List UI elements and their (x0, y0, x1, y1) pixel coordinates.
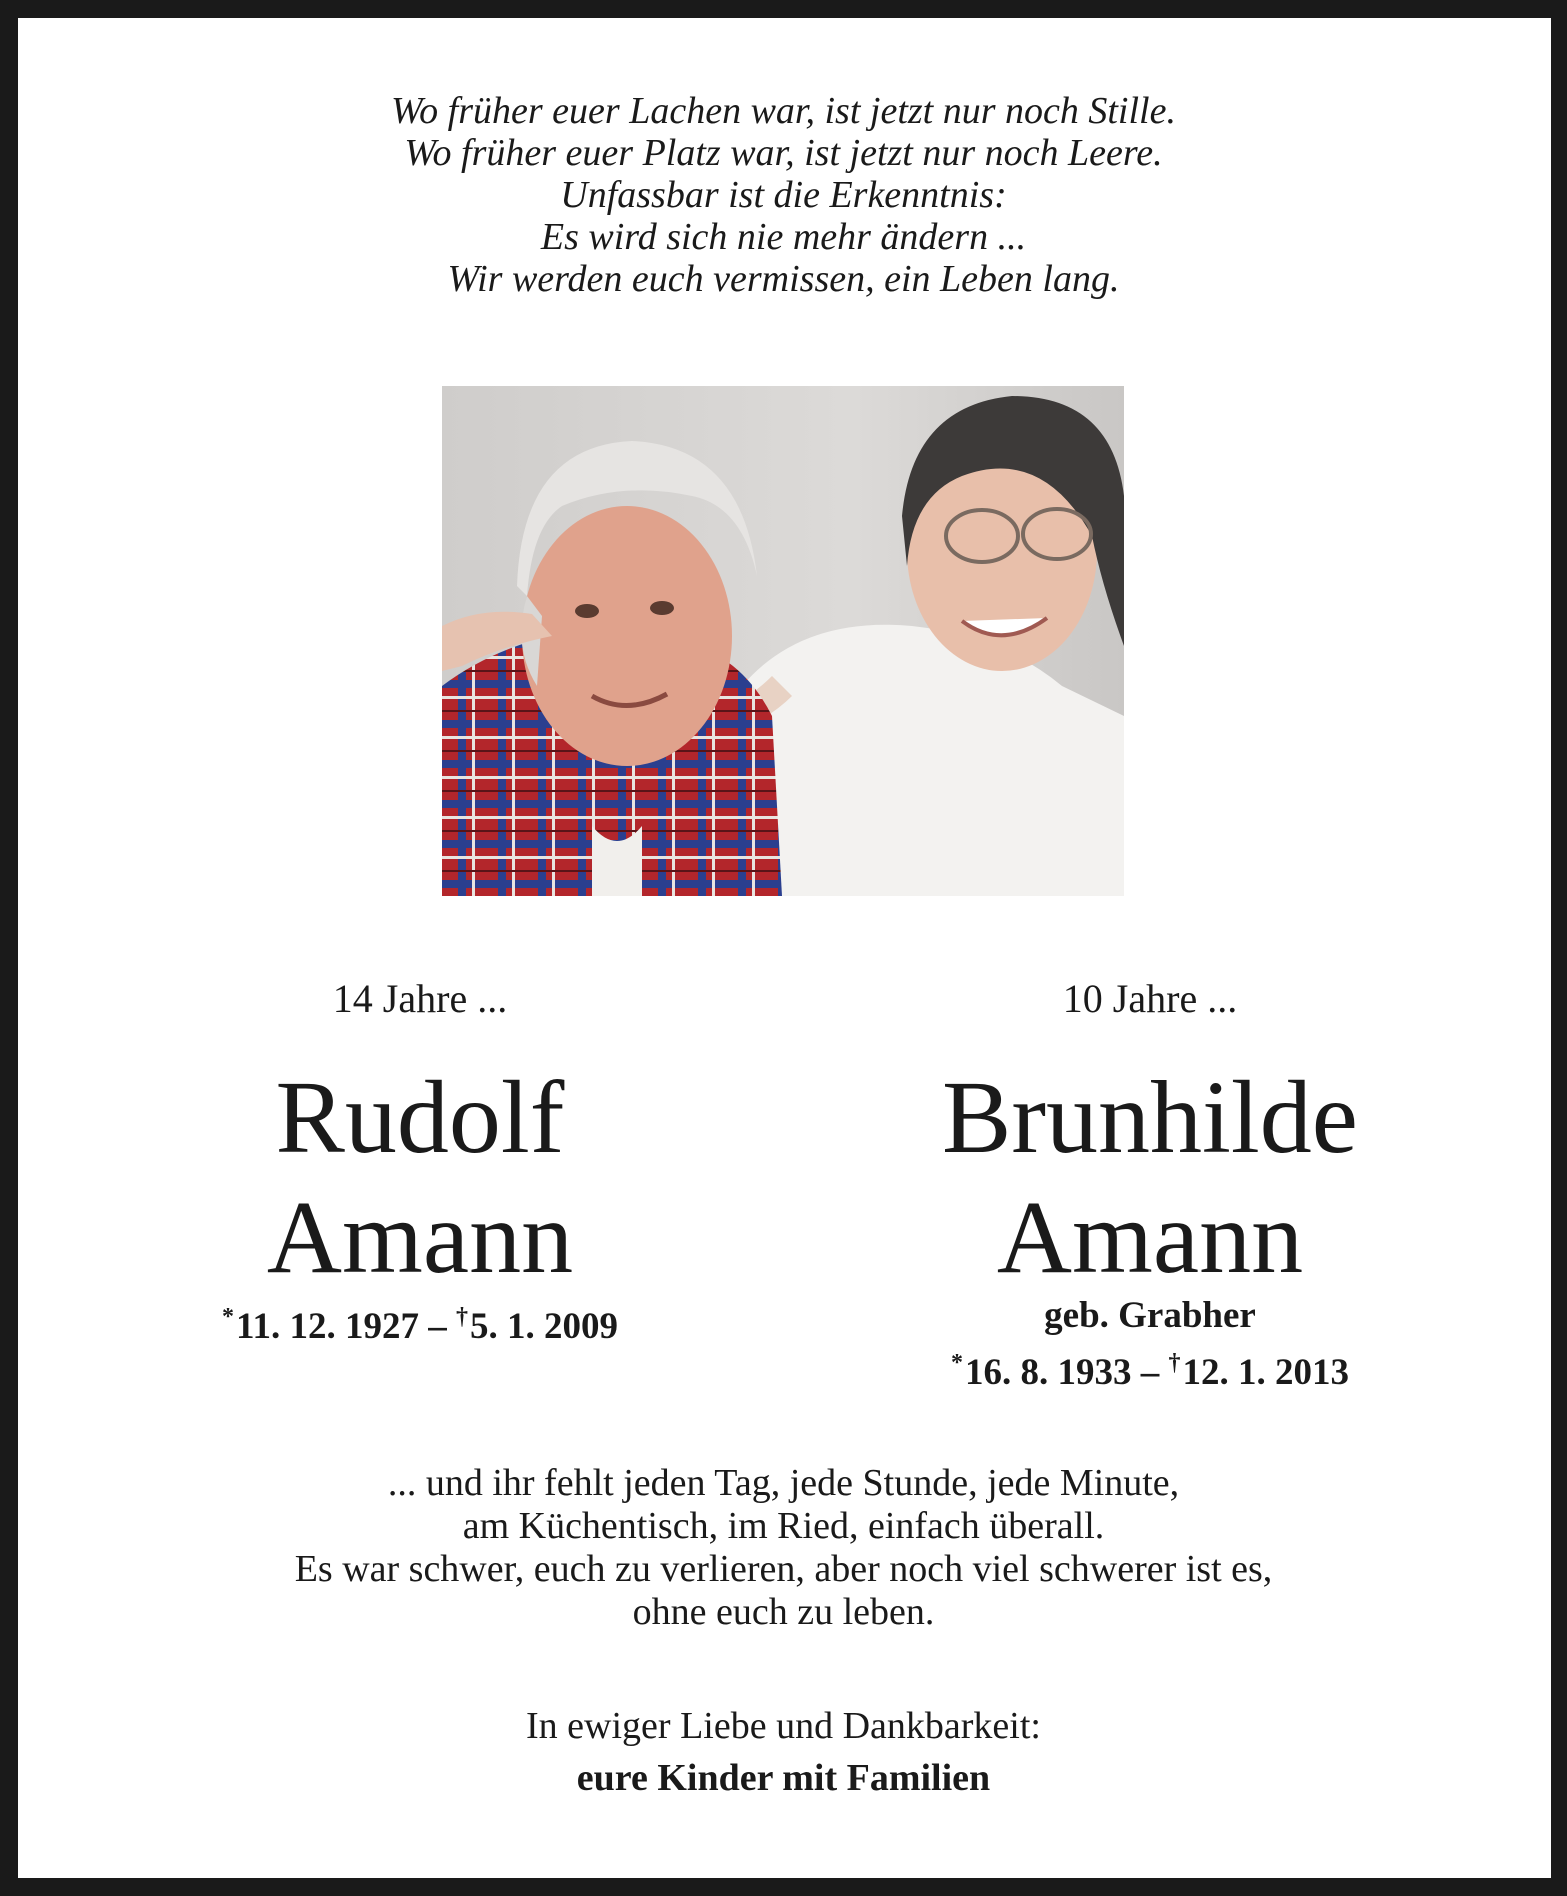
death-date: 12. 1. 2013 (1182, 1352, 1349, 1393)
death-date: 5. 1. 2009 (469, 1306, 618, 1347)
date-dash: – (428, 1306, 447, 1347)
left-column (180, 0, 660, 1400)
maiden-name: geb. Grabher (1044, 1295, 1256, 1336)
death-symbol: † (1168, 1350, 1181, 1376)
deceased-first-name: Rudolf (275, 1060, 565, 1175)
birth-symbol: * (951, 1350, 963, 1376)
closing-line: ohne euch zu leben. (632, 1591, 935, 1633)
signature: eure Kinder mit Familien (576, 1757, 991, 1799)
closing-line: Es war schwer, euch zu verlieren, aber noch viel schwerer ist es, (294, 1548, 1273, 1590)
birth-symbol: * (222, 1304, 235, 1330)
poem-line: Unfassbar ist die Erkenntnis: (560, 174, 1007, 216)
deceased-last-name: Amann (266, 1180, 574, 1295)
closing-text (0, 1462, 1567, 1634)
poem-line: Wir werden euch vermissen, ein Leben lang. (447, 258, 1120, 300)
deceased-last-name: Amann (996, 1180, 1304, 1295)
life-dates (180, 1295, 660, 1349)
closing-line: ... und ihr fehlt jeden Tag, jede Stunde, jede Minute, (387, 1462, 1180, 1504)
date-dash: – (1140, 1352, 1160, 1393)
birth-date: 16. 8. 1933 (965, 1352, 1132, 1393)
life-dates (890, 1341, 1410, 1395)
birth-date: 11. 12. 1927 (236, 1306, 419, 1347)
right-column (890, 0, 1410, 1400)
deceased-first-name: Brunhilde (942, 1060, 1358, 1175)
thanks-line: In ewiger Liebe und Dankbarkeit: (526, 1705, 1041, 1747)
death-symbol: † (455, 1304, 468, 1330)
years-since-death: 14 Jahre ... (332, 976, 508, 1021)
poem-line: Wo früher euer Platz war, ist jetzt nur noch Leere. (404, 132, 1163, 174)
poem-line: Es wird sich nie mehr ändern ... (540, 216, 1027, 258)
years-since-death: 10 Jahre ... (1062, 976, 1238, 1021)
poem-line: Wo früher euer Lachen war, ist jetzt nur noch Stille. (391, 90, 1176, 132)
closing-line: am Küchentisch, im Ried, einfach überall. (462, 1505, 1105, 1547)
